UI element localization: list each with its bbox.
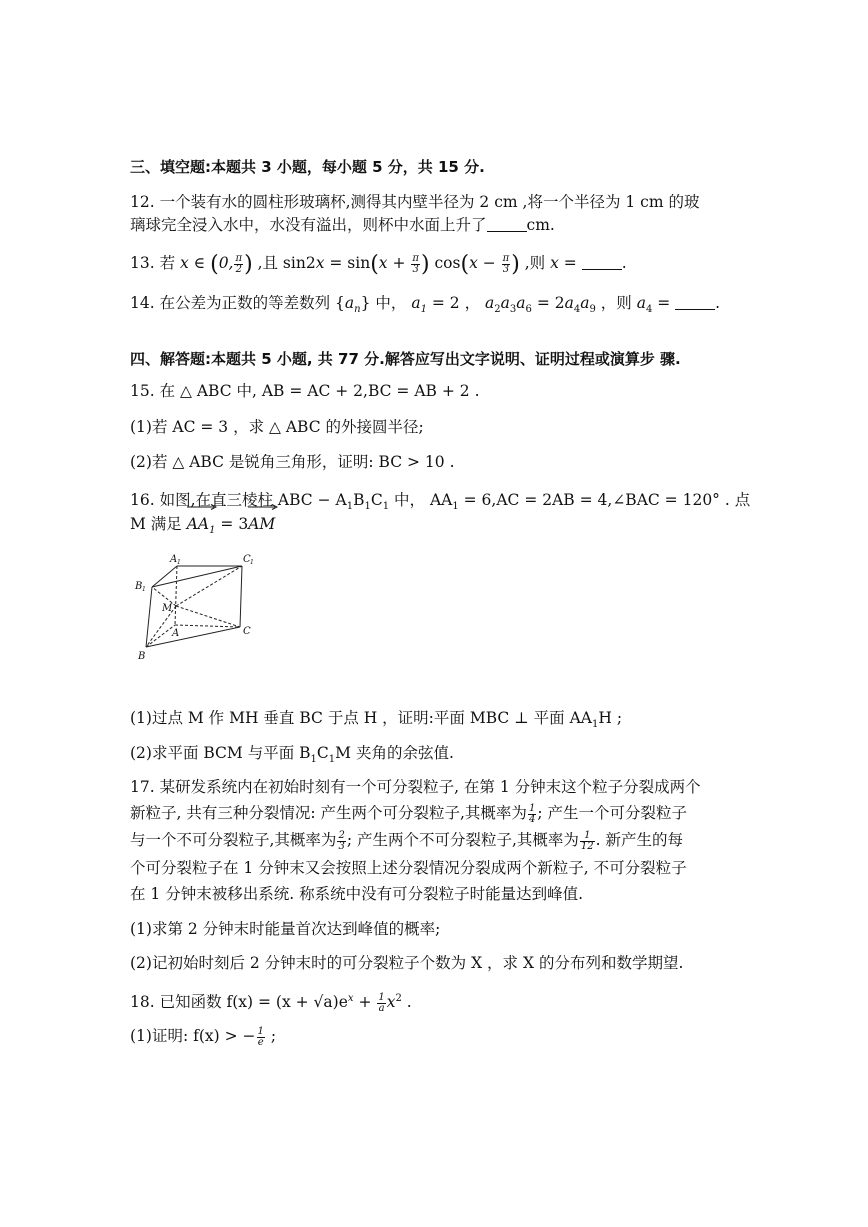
svg-text:1: 1 (142, 586, 146, 593)
question-16-line1: 16. 如图,在直三棱柱 ABC − $A_1B_1C_1$ 中， $AA_1 = 6,AC = 2AB$ = 4,∠BAC = 120° . 点 (130, 491, 751, 513)
question-12-line2 (130, 214, 555, 236)
svg-text:1: 1 (250, 559, 254, 566)
question-12-line1: 12. 一个装有水的圆柱形玻璃杯,测得其内壁半径为 2 cm ,将一个半径为 1 cm 的玻 (130, 193, 700, 211)
edge-b1c1 (152, 566, 242, 587)
label-a1: A (170, 554, 178, 565)
label-b1: B (135, 581, 143, 592)
edge-bc (146, 627, 240, 647)
question-17-line5: 在 1 分钟末被移出系统. 称系统中没有可分裂粒子时能量达到峰值. (130, 885, 583, 903)
question-16-line2: M 满足 $AA_1 = 3$ AM (130, 513, 275, 542)
label-b: B (138, 651, 146, 662)
question-12-unit: cm. (526, 216, 555, 234)
section4-heading: 四、解答题:本题共 5 小题, 共 77 分.解答应写出文字说明、证明过程或演算步 骤. (130, 350, 681, 368)
question-16-part1: (1)过点 M 作 MH 垂直 BC 于点 H ，证明:平面 MBC ⊥ 平面 $AA_1H$ ; (130, 709, 623, 731)
question-18-part1: (1)证明: f(x) > − $\frac{1}{e}$ ; (130, 1025, 277, 1048)
question-17-part2: (2)记初始时刻后 2 分钟末时的可分裂粒子个数为 X ，求 X 的分布列和数学期望. (130, 954, 684, 972)
edge-c1c (240, 566, 242, 627)
question-17-line3: 与一个不可分裂粒子,其概率为 $\frac{2}{3}$ ; 产生两个不可分裂粒子,其概率为 $\frac{1}{12}$ . 新产生的每 (130, 829, 683, 852)
question-17-line1: 17. 某研发系统内在初始时刻有一个可分裂粒子, 在第 1 分钟末这个粒子分裂成两个 (130, 778, 701, 796)
question-12-text: 璃球完全浸入水中，水没有溢出，则杯中水面上升了 (130, 216, 487, 234)
question-14: 14. 在公差为正数的等差数列 $\{a_n\}$ 中， $a_1 = 2$ ， $a_2a_3a_6 = 2a_4a_9$ ，则 $a_4$ = . (130, 294, 721, 316)
label-m: M (162, 603, 173, 614)
question-15-stem: 15. 在 △ ABC 中, AB = AC + 2,BC = AB + 2 . (130, 382, 480, 400)
answer-blank-12[interactable] (487, 217, 527, 232)
edge-mc1 (176, 566, 242, 606)
edge-a1a (175, 566, 177, 625)
question-17-part1: (1)求第 2 分钟末时能量首次达到峰值的概率; (130, 920, 441, 938)
question-15-part2: (2)若 △ ABC 是锐角三角形，证明: BC > 10 . (130, 453, 455, 471)
question-17-line4: 个可分裂粒子在 1 分钟末又会按照上述分裂情况分裂成两个新粒子, 不可分裂粒子 (130, 859, 687, 877)
question-17-line2: 新粒子, 共有三种分裂情况: 产生两个可分裂粒子,其概率为 $\frac{1}{4}$ ; 产生一个可分裂粒子 (130, 802, 687, 825)
svg-text:1: 1 (177, 559, 181, 566)
answer-blank-13[interactable] (582, 255, 622, 270)
label-c1: C (243, 554, 251, 565)
question-13: 13. 若 x ∈ (0, $\frac{\pi}{2}$ ) ,且 sin2x = sin(x + $\frac{\pi}{3}$ ) cos(x − $\frac{\pi}{3}$ ) ,则 x = . (130, 252, 627, 277)
section3-heading: 三、填空题:本题共 3 小题，每小题 5 分，共 15 分. (130, 158, 485, 176)
answer-blank-14[interactable] (675, 295, 715, 310)
question-16-part2: (2)求平面 BCM 与平面 $B_1C_1M$ 夹角的余弦值. (130, 744, 454, 766)
label-a: A (172, 628, 180, 639)
edge-mc (176, 606, 240, 627)
edge-b1b (146, 587, 152, 647)
prism-figure (130, 545, 260, 665)
question-18-stem: 18. 已知函数 $f(x) = (x + √a)e^x$ + $\frac{1}{a}$ $x^2$ . (130, 991, 412, 1014)
question-15-part1: (1)若 AC = 3 ，求 △ ABC 的外接圆半径; (130, 418, 424, 436)
label-c: C (243, 626, 251, 637)
edge-ac (175, 625, 240, 627)
